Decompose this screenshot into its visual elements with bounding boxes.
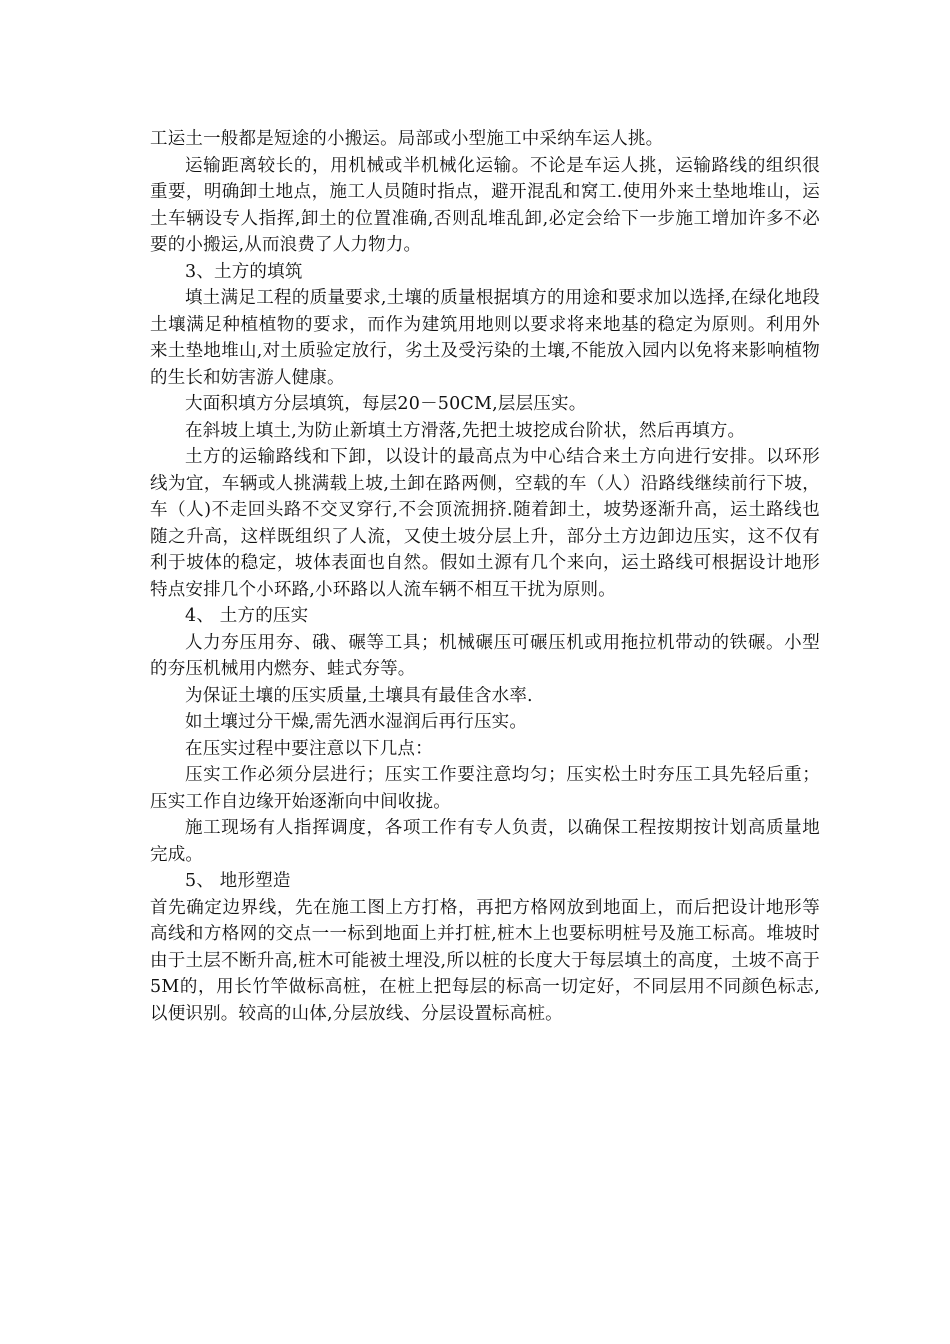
- paragraph: 施工现场有人指挥调度，各项工作有专人负责，以确保工程按期按计划高质量地完成。: [150, 818, 820, 865]
- paragraph: 如土壤过分干燥,需先洒水湿润后再行压实。: [185, 712, 528, 732]
- paragraph: 为保证土壤的压实质量,土壤具有最佳含水率.: [185, 685, 533, 706]
- paragraph: 首先确定边界线，先在施工图上方打格，再把方格网放到地面上，而后把设计地形等高线和方格网的交点一一标到地面上并打桩,桩木上也要标明桩号及施工标高。堆坡时由于土层不断升高,桩木可能被土埋没,所以桩的长度大于每层填土的高度，土坡不高于5M的，用长竹竿做标高桩，在桩上把每层的标高一切定好，不同层用不同颜色标志,以便识别。较高的山体,分层放线、分层设置标高桩。: [150, 897, 820, 1024]
- paragraph: 压实工作必须分层进行；压实工作要注意均匀；压实松土时夯压工具先轻后重；压实工作自边缘开始逐渐向中间收拢。: [150, 765, 820, 812]
- paragraph: 大面积填方分层填筑，每层20－50CM,层层压实。: [185, 394, 587, 414]
- section-heading: 4、 土方的压实: [185, 606, 309, 626]
- section-heading: 3、土方的填筑: [185, 261, 303, 282]
- paragraph: 填土满足工程的质量要求,土壤的质量根据填方的用途和要求加以选择,在绿化地段土壤满足种植植物的要求，而作为建筑用地则以要求将来地基的稳定为原则。利用外来土垫地堆山,对土质验定放行，劣土及受污染的土壤,不能放入园内以免将来影响植物的生长和妨害游人健康。: [150, 288, 820, 388]
- section-heading: 5、 地形塑造: [185, 871, 291, 891]
- paragraph: 人力夯压用夯、硪、碾等工具；机械碾压可碾压机或用拖拉机带动的铁碾。小型的夯压机械用内燃夯、蛙式夯等。: [150, 632, 820, 679]
- document-body: [150, 126, 820, 1027]
- paragraph: 土方的运输路线和下卸，以设计的最高点为中心结合来土方向进行安排。以环形线为宜，车辆或人挑满载上坡,土卸在路两侧，空载的车（人）沿路线继续前行下坡，车（人)不走回头路不交叉穿行,不会顶流拥挤.随着卸土，坡势逐渐升高，运土路线也随之升高，这样既组织了人流，又使土坡分层上升，部分土方边卸边压实，这不仅有利于坡体的稳定，坡体表面也自然。假如土源有几个来向，运土路线可根据设计地形特点安排几个小环路,小环路以人流车辆不相互干扰为原则。: [150, 447, 820, 600]
- paragraph: 工运土一般都是短途的小搬运。局部或小型施工中采纳车运人挑。: [150, 129, 664, 149]
- paragraph: 在斜坡上填土,为防止新填土方滑落,先把土坡挖成台阶状，然后再填方。: [185, 420, 746, 441]
- paragraph: 在压实过程中要注意以下几点：: [185, 738, 433, 759]
- paragraph: 运输距离较长的，用机械或半机械化运输。不论是车运人挑，运输路线的组织很重要，明确卸土地点，施工人员随时指点，避开混乱和窝工.使用外来土垫地堆山，运土车辆设专人指挥,卸土的位置准确,否则乱堆乱卸,必定会给下一步施工增加许多不必要的小搬运,从而浪费了人力物力。: [150, 155, 820, 255]
